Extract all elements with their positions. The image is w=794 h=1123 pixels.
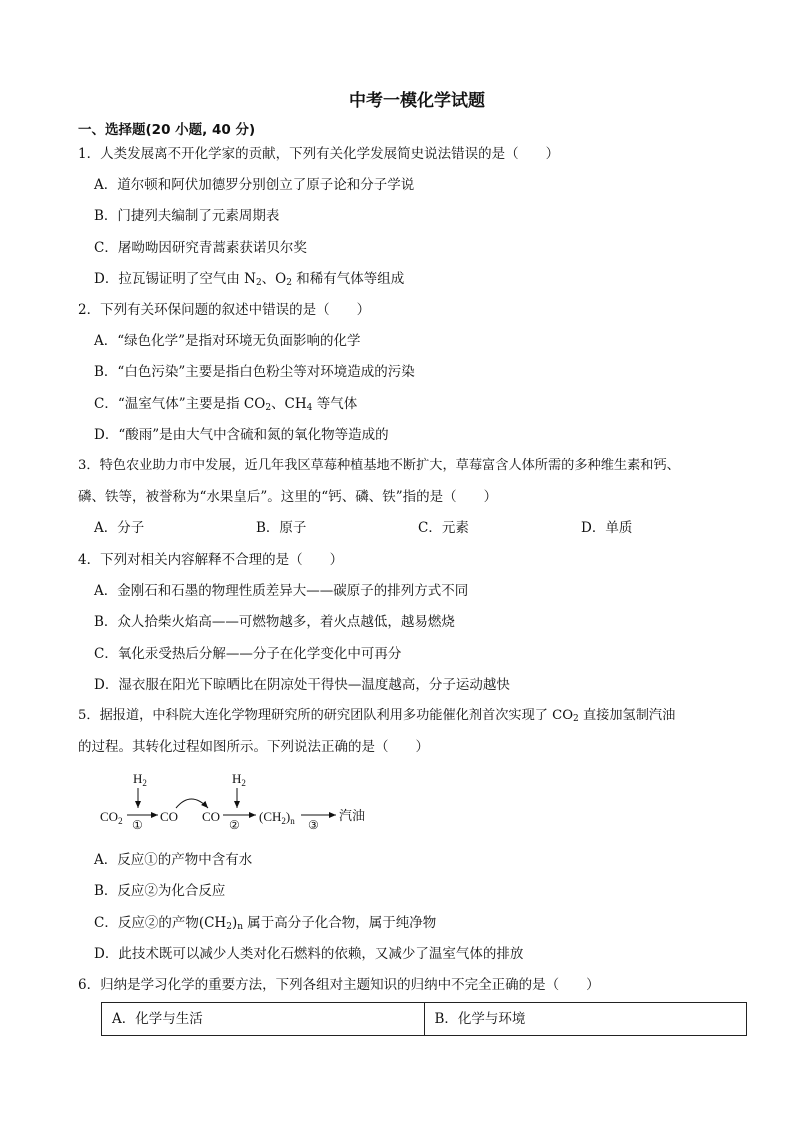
page-title: 中考一模化学试题 — [349, 91, 485, 111]
question-4-option-b: B．众人拾柴火焰高——可燃物越多，着火点越低，越易燃烧 — [94, 614, 455, 630]
q5-c-sub-1: 2 — [226, 922, 232, 932]
question-1-option-c: C．屠呦呦因研究青蒿素获诺贝尔奖 — [94, 240, 307, 256]
question-4-option-a: A．金刚石和石墨的物理性质差异大——碳原子的排列方式不同 — [94, 583, 469, 599]
step-2-label: ② — [229, 818, 240, 832]
q2-c-text-2: 、CH — [271, 396, 307, 412]
curved-arrow — [176, 799, 208, 808]
co-label-b: CO — [202, 809, 221, 824]
question-6-table — [101, 1002, 747, 1036]
q2-c-sub-1: 2 — [265, 403, 272, 413]
question-2-option-c — [94, 394, 357, 418]
q5-c-text-3: 属于高分子化合物，属于纯净物 — [243, 915, 437, 931]
step-3-label: ③ — [308, 818, 319, 832]
table-cell-a: A．化学与生活 — [112, 1011, 203, 1027]
question-3-stem-line-1: 3．特色农业助力市中发展，近几年我区草莓种植基地不断扩大，草莓富含人体所需的多种维生素和钙、 — [78, 458, 680, 473]
q5-c-text-1: C．反应②的产物(CH — [94, 915, 227, 931]
question-1-option-b: B．门捷列夫编制了元素周期表 — [94, 208, 280, 224]
question-5-option-a: A．反应①的产物中含有水 — [94, 852, 253, 868]
question-2-stem: 2．下列有关环保问题的叙述中错误的是（ ） — [78, 302, 371, 318]
q2-c-text-1: C．“温室气体”主要是指 CO — [94, 396, 266, 412]
h2-label-1: $H_2$ — [133, 771, 147, 788]
h2-label-2: $H_2$ — [232, 771, 246, 788]
question-3-option-c: C．元素 — [418, 520, 469, 536]
question-4-option-c: C．氧化汞受热后分解——分子在化学变化中可再分 — [94, 646, 402, 662]
q5-stem-text-2: 直接加氢制汽油 — [578, 708, 676, 723]
question-2-option-a: A．“绿色化学”是指对环境无负面影响的化学 — [94, 333, 361, 349]
question-1-option-d — [94, 269, 404, 293]
co-label-a: CO — [160, 809, 179, 824]
question-5-option-d: D．此技术既可以减少人类对化石燃料的依赖，又减少了温室气体的排放 — [94, 946, 524, 962]
ch2n-label: $(CH_2)_n$ — [259, 809, 295, 826]
q2-c-sub-2: 4 — [306, 403, 313, 413]
question-5-option-b: B．反应②为化合反应 — [94, 883, 226, 899]
q5-c-text-2: ) — [231, 915, 238, 931]
q1-d-text-1: D．拉瓦锡证明了空气由 N — [94, 271, 256, 287]
question-1-option-a: A．道尔顿和阿伏加德罗分别创立了原子论和分子学说 — [94, 177, 415, 193]
question-5-stem-line-1 — [78, 706, 675, 729]
co2-label: $CO_2$ — [100, 809, 123, 826]
question-4-option-d: D．湿衣服在阳光下晾晒比在阴凉处干得快—温度越高，分子运动越快 — [94, 677, 510, 693]
reaction-diagram — [96, 768, 386, 834]
question-3-stem-line-2: 磷、铁等，被誉称为“水果皇后”。这里的“钙、磷、铁”指的是（ ） — [78, 489, 498, 505]
q1-d-text-3: 和稀有气体等组成 — [291, 271, 405, 287]
question-5-stem-line-2: 的过程。其转化过程如图所示。下列说法正确的是（ ） — [78, 739, 429, 755]
table-cell-b: B．化学与环境 — [424, 1003, 747, 1035]
question-3-option-a: A．分子 — [94, 520, 145, 536]
question-3-option-b: B．原子 — [256, 520, 307, 536]
question-4-stem: 4．下列对相关内容解释不合理的是（ ） — [78, 552, 344, 568]
q1-d-text-2: 、O — [261, 271, 287, 287]
question-1-stem: 1．人类发展离不开化学家的贡献，下列有关化学发展简史说法错误的是（ ） — [78, 146, 560, 162]
q5-stem-text-1: 5．据报道，中科院大连化学物理研究所的研究团队利用多功能催化剂首次实现了 CO — [78, 708, 574, 723]
q5-c-sub-2: n — [237, 922, 244, 932]
question-3-option-d: D．单质 — [581, 520, 633, 536]
question-2-option-d: D．“酸雨”是由大气中含硫和氮的氧化物等造成的 — [94, 427, 389, 443]
q1-d-sub-1: 2 — [255, 278, 262, 288]
question-5-option-c — [94, 913, 436, 937]
q1-d-sub-2: 2 — [286, 278, 292, 288]
question-6-stem: 6．归纳是学习化学的重要方法，下列各组对主题知识的归纳中不完全正确的是（ ） — [78, 977, 600, 993]
q5-stem-sub: 2 — [573, 714, 579, 724]
question-2-option-b: B．“白色污染”主要是指白色粉尘等对环境造成的污染 — [94, 364, 415, 380]
q2-c-text-3: 等气体 — [312, 396, 358, 412]
step-1-label: ① — [132, 818, 143, 832]
gasoline-label: 汽油 — [339, 809, 366, 824]
section-heading: 一、选择题(20 小题, 40 分) — [78, 122, 256, 138]
